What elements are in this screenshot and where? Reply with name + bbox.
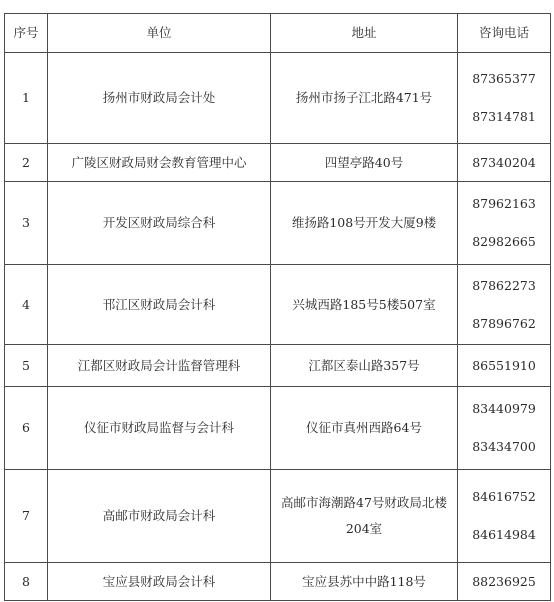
phone-number: 84616752	[472, 489, 536, 504]
row-address: 四望亭路40号	[271, 144, 458, 182]
row-unit: 宝应县财政局会计科	[48, 563, 271, 601]
phone-number: 82982665	[472, 234, 536, 249]
contact-table	[4, 13, 551, 601]
row-unit: 开发区财政局综合科	[48, 182, 271, 265]
row-unit: 广陵区财政局财会教育管理中心	[48, 144, 271, 182]
row-address: 江都区泰山路357号	[271, 345, 458, 387]
phone-number: 87962163	[472, 196, 536, 211]
row-phones	[458, 53, 551, 144]
row-unit: 江都区财政局会计监督管理科	[48, 345, 271, 387]
row-address: 仪征市真州西路64号	[271, 387, 458, 470]
row-phones	[458, 470, 551, 563]
row-address	[271, 470, 458, 563]
row-phones	[458, 387, 551, 470]
row-phones	[458, 265, 551, 345]
row-unit: 仪征市财政局监督与会计科	[48, 387, 271, 470]
table-row	[5, 345, 551, 387]
header-phone: 咨询电话	[458, 14, 551, 53]
phone-number: 87340204	[472, 154, 536, 170]
row-number: 6	[5, 387, 48, 470]
row-address: 兴城西路185号5楼507室	[271, 265, 458, 345]
header-unit: 单位	[48, 14, 271, 53]
phone-number: 87314781	[472, 109, 536, 124]
header-number: 序号	[5, 14, 48, 53]
table-row	[5, 182, 551, 265]
phone-number: 83434700	[472, 439, 536, 454]
row-number: 7	[5, 470, 48, 563]
table-row	[5, 265, 551, 345]
row-unit: 高邮市财政局会计科	[48, 470, 271, 563]
row-address: 维扬路108号开发大厦9楼	[271, 182, 458, 265]
row-number: 1	[5, 53, 48, 144]
row-number: 4	[5, 265, 48, 345]
row-phones	[458, 345, 551, 387]
phone-number: 83440979	[472, 401, 536, 416]
phone-number: 84614984	[472, 527, 536, 542]
phone-number: 87896762	[472, 315, 536, 331]
table-row	[5, 144, 551, 182]
row-phones	[458, 563, 551, 601]
header-address: 地址	[271, 14, 458, 53]
phone-number: 87862273	[472, 277, 536, 293]
phone-number: 86551910	[472, 357, 536, 373]
phone-number: 88236925	[472, 573, 536, 589]
row-number: 3	[5, 182, 48, 265]
table-row	[5, 470, 551, 563]
row-address-text: 高邮市海潮路47号财政局北楼204室	[281, 495, 447, 536]
row-unit: 邗江区财政局会计科	[48, 265, 271, 345]
row-number: 5	[5, 345, 48, 387]
table-row	[5, 387, 551, 470]
row-number: 2	[5, 144, 48, 182]
table-row	[5, 563, 551, 601]
row-phones	[458, 182, 551, 265]
row-address: 宝应县苏中中路118号	[271, 563, 458, 601]
table-row	[5, 53, 551, 144]
table-header-row	[5, 14, 551, 53]
row-unit: 扬州市财政局会计处	[48, 53, 271, 144]
row-address: 扬州市扬子江北路471号	[271, 53, 458, 144]
row-number: 8	[5, 563, 48, 601]
phone-number: 87365377	[472, 71, 536, 86]
row-phones	[458, 144, 551, 182]
